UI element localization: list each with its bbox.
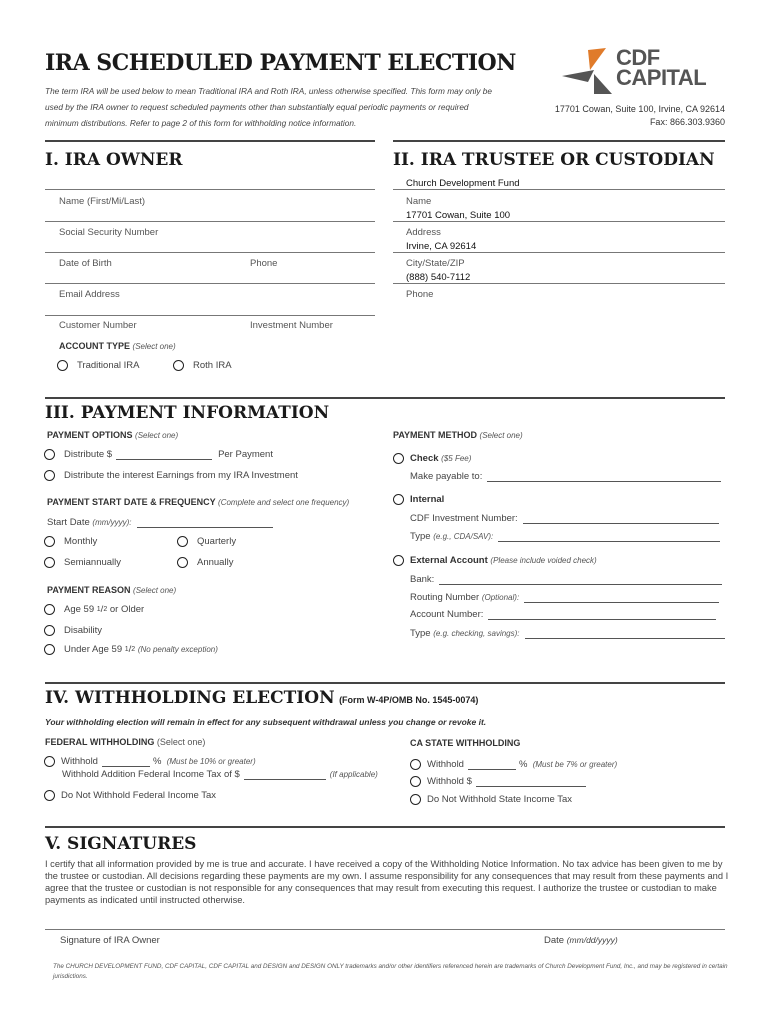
section1-rule [45,140,375,142]
federal-no-withhold-radio[interactable] [44,790,55,801]
check-option[interactable]: Check ($5 Fee) [393,453,471,464]
account-type-title: ACCOUNT TYPE (Select one) [59,341,176,351]
ca-withhold-option[interactable]: Withhold % (Must be 7% or greater) [410,759,617,770]
ssn-field-line[interactable] [45,221,375,222]
federal-withhold-option[interactable]: Withhold % (Must be 10% or greater) [44,756,256,767]
federal-percent-field[interactable] [102,756,150,767]
signature-line[interactable] [45,929,725,930]
disability-option[interactable]: Disability [44,625,102,636]
ca-withholding-title: CA STATE WITHHOLDING [410,738,521,748]
account-number-field[interactable] [488,609,716,620]
trustee-address-label: Address [406,227,441,238]
routing-row: Routing Number (Optional): [410,592,719,603]
logo-cdf: CDF [616,45,660,70]
trustee-phone-label: Phone [406,289,434,300]
federal-addition-field[interactable] [244,769,326,780]
quarterly-option[interactable]: Quarterly [177,536,236,547]
ca-no-withhold-radio[interactable] [410,794,421,805]
ca-percent-field[interactable] [468,759,516,770]
section2-title: II. IRA TRUSTEE OR CUSTODIAN [393,150,715,170]
date-label: Date (mm/dd/yyyy) [544,935,618,946]
bank-row: Bank: [410,574,722,585]
form-reference: (Form W-4P/OMB No. 1545-0074) [339,695,479,705]
section3-rule [45,397,725,399]
ca-withhold-dollar-option[interactable]: Withhold $ [410,776,586,787]
account-number-row: Account Number: [410,609,716,620]
cdf-investment-field[interactable] [523,513,719,524]
distribute-amount-radio[interactable] [44,449,55,460]
email-label: Email Address [59,289,120,300]
section4-title: IV. WITHHOLDING ELECTION [45,688,335,708]
dob-label: Date of Birth [59,258,112,269]
name-field-line[interactable] [45,189,375,190]
payable-to-field[interactable] [487,471,721,482]
form-title: IRA SCHEDULED PAYMENT ELECTION [45,50,516,76]
section2-rule [393,140,725,142]
customer-field-line[interactable] [45,315,375,316]
payment-reason-title: PAYMENT REASON (Select one) [47,585,177,595]
cdf-logo-mark-icon [560,46,614,96]
cdf-investment-row: CDF Investment Number: [410,513,719,524]
email-field-line[interactable] [45,283,375,284]
dob-field-line[interactable] [45,252,375,253]
annually-radio[interactable] [177,557,188,568]
trustee-name-label: Name [406,196,432,207]
ssn-label: Social Security Number [59,227,159,238]
company-address: 17701 Cowan, Suite 100, Irvine, CA 92614 [554,104,725,114]
ca-no-withhold-option[interactable]: Do Not Withhold State Income Tax [410,794,572,805]
ca-withhold-radio[interactable] [410,759,421,770]
federal-addition-row: Withhold Addition Federal Income Tax of $ (If applicable) [62,769,378,780]
distribute-amount-option[interactable]: Distribute $ Per Payment [44,449,273,460]
signature-label: Signature of IRA Owner [60,935,160,946]
trustee-phone-value: (888) 540-7112 [406,272,471,283]
monthly-option[interactable]: Monthly [44,536,97,547]
quarterly-radio[interactable] [177,536,188,547]
start-frequency-title: PAYMENT START DATE & FREQUENCY (Complete and select one frequency) [47,497,350,507]
roth-ira-option[interactable]: Roth IRA [173,360,232,371]
trustee-city-value: Irvine, CA 92614 [406,241,477,252]
under-age-59-option[interactable]: Under Age 59 1 / 2 (No penalty exception) [44,644,218,655]
name-label: Name (First/Mi/Last) [59,196,146,207]
account-type-field[interactable] [525,628,725,639]
external-account-radio[interactable] [393,555,404,566]
customer-number-label: Customer Number [59,320,137,331]
withholding-notice: Your withholding election will remain in effect for any subsequent withdrawal unless you change or revoke it. [45,717,487,727]
under-age-59-radio[interactable] [44,644,55,655]
trustee-city-label: City/State/ZIP [406,258,465,269]
certification-text: I certify that all information provided by me is true and accurate. I have received a copy of the Withholding Notice Information. No tax advice has been given to me by the trustee or custodian. All decisions regarding these payments are my own. I assume responsibility for any consequences that may result from these payments and I agree that the trustee or custodian is not responsible for any consequences that may result from executing this request. I authorize the trustee or custodian to make payments as indicated until instructed otherwise. [45,859,729,905]
trademark-footer: The CHURCH DEVELOPMENT FUND, CDF CAPITAL, CDF CAPITAL and DESIGN and DESIGN ONLY trademarks and/or other identifiers referenced herein are trademarks of Church Development Fund, Inc., and may be registered in certain jurisdictions. [53,963,728,980]
internal-option[interactable]: Internal [393,494,444,505]
annually-option[interactable]: Annually [177,557,233,568]
investment-number-label: Investment Number [250,320,333,331]
section1-title: I. IRA OWNER [45,150,183,170]
trustee-address-line [393,221,725,222]
company-fax: Fax: 866.303.9360 [649,117,725,127]
logo-capital: CAPITAL [616,65,707,90]
disability-radio[interactable] [44,625,55,636]
federal-withhold-radio[interactable] [44,756,55,767]
internal-type-field[interactable] [498,531,720,542]
start-date-field[interactable] [137,517,273,528]
ca-withhold-dollar-radio[interactable] [410,776,421,787]
section5-title: V. SIGNATURES [45,834,197,854]
trustee-city-line [393,252,725,253]
federal-withholding-title: FEDERAL WITHHOLDING (Select one) [45,737,206,747]
trustee-name-value: Church Development Fund [406,178,520,189]
external-account-option[interactable]: External Account (Please include voided check) [393,555,597,566]
trustee-phone-line [393,283,725,284]
trustee-address-value: 17701 Cowan, Suite 100 [406,210,511,221]
intro-text: The term IRA will be used below to mean Traditional IRA and Roth IRA, unless otherwise specified. This form may only be used by the IRA owner to request scheduled payments other than substantially equal periodic payments or required minimum distributions. Refer to page 2 of this form for withholding notice information. [45,86,492,128]
age-59-radio[interactable] [44,604,55,615]
roth-ira-radio[interactable] [173,360,184,371]
age-59-option[interactable]: Age 59 1 / 2 or Older [44,604,144,615]
trustee-name-line [393,189,725,190]
distribute-amount-field[interactable] [116,449,212,460]
internal-radio[interactable] [393,494,404,505]
distribute-interest-option[interactable]: Distribute the interest Earnings from my IRA Investment [44,470,298,481]
routing-field[interactable] [524,592,719,603]
monthly-radio[interactable] [44,536,55,547]
traditional-ira-radio[interactable] [57,360,68,371]
federal-no-withhold-option[interactable]: Do Not Withhold Federal Income Tax [44,790,216,801]
ca-dollar-field[interactable] [476,776,586,787]
traditional-ira-option[interactable]: Traditional IRA [57,360,139,371]
bank-field[interactable] [439,574,722,585]
start-date-row: Start Date (mm/yyyy): [47,517,273,528]
payable-to-row: Make payable to: [410,471,721,482]
section4-heading [45,688,478,708]
internal-type-row: Type (e.g., CDA/SAV): [410,531,720,542]
check-radio[interactable] [393,453,404,464]
payment-method-title: PAYMENT METHOD (Select one) [393,430,523,440]
section4-rule [45,682,725,684]
section3-title: III. PAYMENT INFORMATION [45,403,330,423]
owner-phone-label: Phone [250,258,278,269]
payment-options-title: PAYMENT OPTIONS (Select one) [47,430,179,440]
semiannually-radio[interactable] [44,557,55,568]
account-type-row: Type (e.g. checking, savings): [410,628,725,639]
company-address-block [555,103,725,129]
distribute-interest-radio[interactable] [44,470,55,481]
section5-rule [45,826,725,828]
semiannually-option[interactable]: Semiannually [44,557,121,568]
cdf-logo [560,46,730,96]
